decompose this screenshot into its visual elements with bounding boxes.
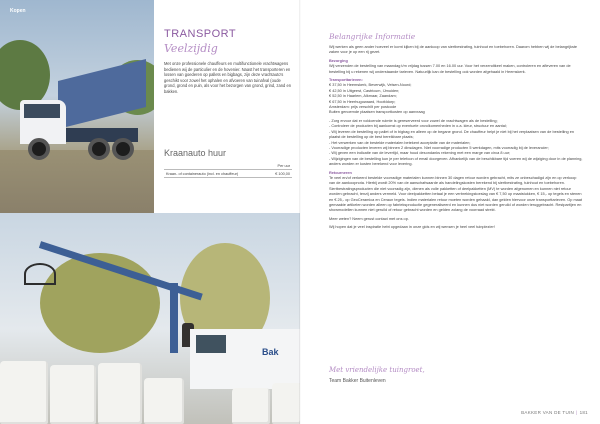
price-table	[164, 163, 292, 178]
transport-subheading: Veelzijdig	[164, 42, 218, 55]
bakker-logo: Bak	[262, 347, 279, 357]
kraan-heading: Kraanauto huur	[164, 148, 227, 158]
tarieven-list	[329, 83, 583, 115]
list-item: - Zorg ervoor dat er voldoende ruimte is gereserveerd voor zowel de vrachtwagen als de bestelling;	[329, 118, 498, 123]
signature-text: Team Bakker Buitenleven	[329, 378, 386, 384]
tarieven-heading: Transporttarieven:	[329, 78, 363, 83]
transport-body-text: Met onze professionele chauffeurs en multifunctionele vrachtwagens bedienen wij de particulier en de hovenier. Naast het transporteren en lossen van goederen op pallets en bigbags, zijn deze vrachtauto's geschikt voor zowel het ophalen en afvoeren van tuinafval (oude grond, grond en puin, als voor het bezorgen van grond, grind, zand en bakken.	[164, 61, 291, 94]
bezorging-heading: Bezorging	[329, 58, 348, 63]
crane-grab	[24, 263, 56, 285]
truck-window	[196, 335, 226, 353]
footer-brand: BAKKER VAN DE TUIN	[521, 410, 575, 415]
wheel-icon	[112, 138, 134, 160]
section-tag: Kopen	[10, 8, 26, 14]
retour-text: Te veel en/of verkeerd bestelde voorradige materialen kunnen binnen 30 dagen retour worden gebracht, mits ze onbeschadigd zijn en op verkoop van de aankoopnota. Hierbij wordt 20% van de aanschafwaarde als handelingskosten berekend bij siertbestrating, tuinhout en toebehoren. Siertbestratingsproducten die niet voorradig zijn, dienen als volle pakketten of deelpakketten (MV) te worden afgenomen en kunnen niet retour worden gebracht, tenzij anders vermeld. Voor deelpakketten betaal je een verbrekingstoeslag van € 7,50 op maatstukken, € 15,- op tegels en stenen en € 25,- op GeoCeramica en Ceraun tegels. Indien materialen retour moeten worden gehaald, dan gelden hiervoor onze transporttarieven. Op maat gemaakte artikelen worden alleen op fabrieksproductie gegeneraliseerd en kunnen dus niet worden geruild of worden teruggebracht. Restpartijen en showmodellen kunnen niet geruild of retour gebracht worden en gelden zolang de voorraad strekt.	[329, 175, 582, 213]
list-item: - Wijzigingen van de bestelling kun je per telefoon of email doorgeven. Afhankelijk van de beschikbare tijd voeren wij de wijziging door in de planning, anders worden er kosten berekend voor levering.	[329, 156, 583, 167]
retour-heading: Retourneren	[329, 170, 352, 175]
wheel-icon	[88, 138, 110, 160]
right-page	[301, 0, 600, 424]
bezorging-text: Wij verzenden de bestelling van maandag t/m vrijdag tussen 7.00 en 16.00 uur. Voor het verzendtkeel maken, controleren en afleveren van de bestelling bij u rekenen wij onderstaande tarieven. Natuurlijk kan de bestelling ook worden afgehaald in Heemskerk.	[329, 64, 571, 74]
vragen-text: Meer weten? Neem gerust contact met ons op.	[329, 216, 409, 221]
crane-mast	[170, 283, 178, 353]
intro-text: Wij werken als geen ander hoeveel er komt kijken bij de aankoop van siertbestrating, tuinhout en toebehoren. Daarom hebben wij de belangrijkste zaken voor je op een rij gezet.	[329, 45, 578, 55]
info-column	[329, 45, 583, 234]
bigbag-shape	[272, 383, 300, 424]
crane-photo	[0, 213, 300, 424]
list-item: - Wij geven een indicatie van de levertijd, maar houd desondanks rekening met een marge van circa 8 uur;	[329, 151, 511, 156]
list-item: € 52,50 in Haarlem, Alkmaar, Zaandam;	[329, 94, 397, 99]
page-footer	[521, 410, 588, 415]
list-item: € 42,50 in Uitgeest, Castricum, IJmuiden;	[329, 88, 400, 93]
bigbag-shape	[232, 388, 270, 424]
truck-tipper	[58, 59, 146, 129]
list-item: Buiten genoemde plaatsen transportkosten op aanvraag	[329, 110, 425, 115]
list-item: € 37,50 in Heemskerk, Beverwijk, Velsen-Noord;	[329, 83, 412, 88]
bigbag-shape	[144, 378, 184, 424]
list-item: - Het verwerken van de bestelde materialen betekent acceptatie van de materialen;	[329, 140, 471, 145]
list-item: - Wij leveren de bestelling op pallet of in bigbag en alleen op de begane grond. De chauffeur helpt je niet bij het verplaatsen van de bestelling en plaatst de bestelling op de best bereikbare plaats;	[329, 129, 575, 140]
table-row	[164, 170, 292, 178]
closing-greeting: Met vriendelijke tuingroet,	[329, 366, 425, 374]
info-heading: Belangrijke Informatie	[329, 32, 416, 41]
list-item: Amsterdam: prijs verschilt per postcode	[329, 105, 397, 110]
list-item: - Voorradige producten leveren wij binnen 2 dinsdagen. Niet voorradige producten 5 werkdagen, mits voorradig bij de leverancier;	[329, 145, 549, 150]
truck-window	[24, 104, 60, 118]
bigbag-shape	[0, 361, 48, 424]
transport-heading: TRANSPORT	[164, 28, 237, 40]
footer-separator: |	[576, 410, 578, 415]
list-item: - Controleer de producten bij aankomst op eventuele onvolkomenheden in o.a. kleur, structuur en aantal;	[329, 124, 507, 129]
bigbag-shape	[98, 363, 142, 424]
afsluiting-text: Wij hopen dat je veel inspiratie hebt opgedaan in onze gids en wij wensen je heel veel tuinplezier!	[329, 225, 495, 230]
truck-photo	[0, 0, 154, 213]
wheel-icon	[28, 138, 50, 160]
bigbag-shape	[50, 365, 96, 424]
ground-shape	[0, 150, 154, 213]
voorwaarden-list	[329, 119, 583, 168]
page-number: 181	[579, 410, 588, 415]
price-row-label: Kraan- of containerauto (incl. en chauffeur)	[164, 170, 264, 178]
transport-column	[164, 28, 292, 95]
list-item: € 67,50 in Heerhugowaard, Hoofddorp;	[329, 99, 396, 104]
price-row-value: € 100,00	[264, 170, 292, 178]
price-table-header: Per uur	[264, 163, 292, 170]
